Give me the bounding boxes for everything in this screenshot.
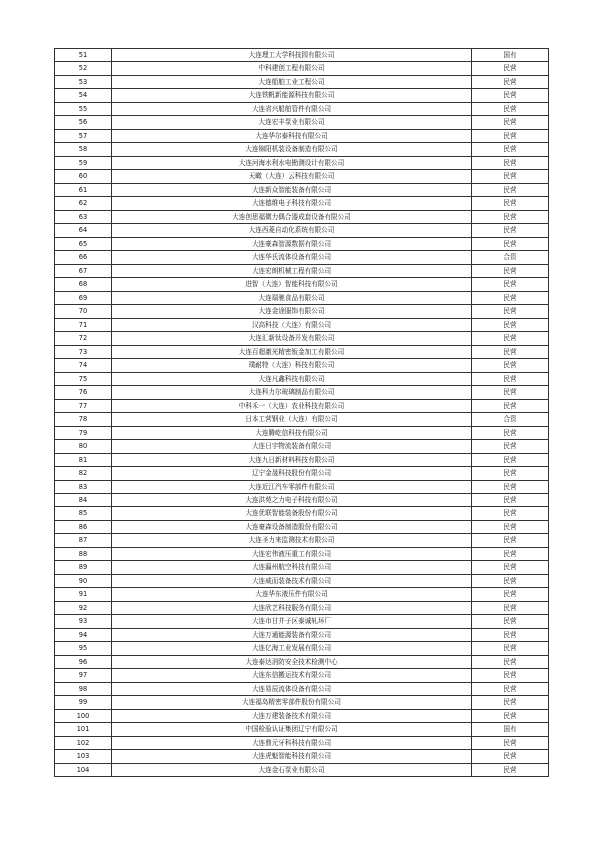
row-number-cell: 64 [55,224,112,237]
table-row [55,467,549,480]
table-row [55,669,549,682]
row-number-cell: 51 [55,49,112,62]
company-name-cell: 大连泰达消防安全技术检测中心 [112,655,472,668]
company-name-cell: 大连瀛州航空科技有限公司 [112,561,472,574]
company-name-cell: 大连华氏流体设备有限公司 [112,251,472,264]
company-name-cell: 中科建创工程有限公司 [112,62,472,75]
row-number-cell: 73 [55,345,112,358]
company-name-cell: 大连理工大学科技园有限公司 [112,49,472,62]
ownership-type-cell: 合资 [472,251,549,264]
table-row [55,399,549,412]
table-row [55,655,549,668]
company-name-cell: 大连船舶工业工程公司 [112,75,472,88]
table-row [55,642,549,655]
row-number-cell: 74 [55,359,112,372]
table-row [55,251,549,264]
company-table [54,48,549,777]
row-number-cell: 102 [55,736,112,749]
table-row [55,763,549,776]
row-number-cell: 100 [55,709,112,722]
company-name-cell: 大连华东液压件有限公司 [112,588,472,601]
table-row [55,129,549,142]
ownership-type-cell: 民营 [472,547,549,560]
ownership-type-cell: 民营 [472,291,549,304]
row-number-cell: 55 [55,102,112,115]
table-row [55,237,549,250]
row-number-cell: 75 [55,372,112,385]
row-number-cell: 66 [55,251,112,264]
ownership-type-cell: 民营 [472,480,549,493]
ownership-type-cell: 民营 [472,386,549,399]
table-row [55,547,549,560]
table-row [55,372,549,385]
company-name-cell: 天瞰（大连）云科技有限公司 [112,170,472,183]
company-name-cell: 大连宏朗机械工程有限公司 [112,264,472,277]
company-name-cell: 日本工营钢业（大连）有限公司 [112,413,472,426]
table-row [55,534,549,547]
company-name-cell: 中科禾一（大连）农业科技有限公司 [112,399,472,412]
table-row [55,305,549,318]
company-name-cell: 大连凡鑫科技有限公司 [112,372,472,385]
table-row [55,413,549,426]
row-number-cell: 94 [55,628,112,641]
table-row [55,49,549,62]
company-name-cell: 大连市甘井子区泰诚轧环厂 [112,615,472,628]
ownership-type-cell: 民营 [472,197,549,210]
ownership-type-cell: 民营 [472,372,549,385]
table-row [55,156,549,169]
ownership-type-cell: 民营 [472,318,549,331]
table-row [55,723,549,736]
ownership-type-cell: 民营 [472,561,549,574]
company-name-cell: 中国检验认证集团辽宁有限公司 [112,723,472,736]
company-name-cell: 大连日宇物流装备有限公司 [112,440,472,453]
company-name-cell: 大连东信搬运技术有限公司 [112,669,472,682]
row-number-cell: 81 [55,453,112,466]
row-number-cell: 65 [55,237,112,250]
row-number-cell: 91 [55,588,112,601]
company-name-cell: 大连宏丰泵业有限公司 [112,116,472,129]
ownership-type-cell: 民营 [472,89,549,102]
company-name-cell: 大连汇新钛设备开发有限公司 [112,332,472,345]
company-name-cell: 大连豪森智源数据有限公司 [112,237,472,250]
ownership-type-cell: 民营 [472,143,549,156]
table-row [55,143,549,156]
row-number-cell: 104 [55,763,112,776]
company-name-cell: 大连河海水利水电勘测设计有限公司 [112,156,472,169]
ownership-type-cell: 民营 [472,278,549,291]
ownership-type-cell: 民营 [472,75,549,88]
row-number-cell: 56 [55,116,112,129]
row-number-cell: 59 [55,156,112,169]
company-name-cell: 大连省兴船舶管件有限公司 [112,102,472,115]
company-name-cell: 大连圣力来监测技术有限公司 [112,534,472,547]
ownership-type-cell: 民营 [472,750,549,763]
company-name-cell: 大连虎魁智能科技有限公司 [112,750,472,763]
row-number-cell: 54 [55,89,112,102]
row-number-cell: 86 [55,520,112,533]
company-name-cell: 大连近江汽车零部件有限公司 [112,480,472,493]
company-name-cell: 大连铁帆新能源科技有限公司 [112,89,472,102]
table-row [55,75,549,88]
table-row [55,628,549,641]
company-name-cell: 大连优联智能装备股份有限公司 [112,507,472,520]
company-name-cell: 大连洪苑之力电子科技有限公司 [112,493,472,506]
ownership-type-cell: 民营 [472,467,549,480]
table-row [55,62,549,75]
table-row [55,386,549,399]
table-row [55,89,549,102]
ownership-type-cell: 合资 [472,413,549,426]
company-name-cell: 大连鼎元牙科科技有限公司 [112,736,472,749]
company-table-body [55,49,549,777]
row-number-cell: 79 [55,426,112,439]
company-name-cell: 辽宁金晟科技股份有限公司 [112,467,472,480]
row-number-cell: 85 [55,507,112,520]
table-row [55,183,549,196]
ownership-type-cell: 民营 [472,440,549,453]
row-number-cell: 96 [55,655,112,668]
table-row [55,170,549,183]
row-number-cell: 78 [55,413,112,426]
company-name-cell: 大连易辰流体设备有限公司 [112,682,472,695]
ownership-type-cell: 民营 [472,116,549,129]
ownership-type-cell: 民营 [472,696,549,709]
company-name-cell: 汉高科技（大连）有限公司 [112,318,472,331]
table-row [55,561,549,574]
ownership-type-cell: 民营 [472,62,549,75]
table-row [55,493,549,506]
ownership-type-cell: 民营 [472,156,549,169]
table-row [55,264,549,277]
table-row [55,332,549,345]
row-number-cell: 93 [55,615,112,628]
ownership-type-cell: 民营 [472,507,549,520]
ownership-type-cell: 民营 [472,426,549,439]
row-number-cell: 83 [55,480,112,493]
row-number-cell: 72 [55,332,112,345]
row-number-cell: 61 [55,183,112,196]
row-number-cell: 88 [55,547,112,560]
row-number-cell: 60 [55,170,112,183]
row-number-cell: 97 [55,669,112,682]
ownership-type-cell: 民营 [472,655,549,668]
row-number-cell: 92 [55,601,112,614]
table-row [55,102,549,115]
ownership-type-cell: 民营 [472,736,549,749]
company-name-cell: 大连九日新材料科技有限公司 [112,453,472,466]
ownership-type-cell: 国有 [472,49,549,62]
company-name-cell: 大连创思福微力偶合器成套设备有限公司 [112,210,472,223]
row-number-cell: 70 [55,305,112,318]
company-name-cell: 大连德维电子科技有限公司 [112,197,472,210]
table-row [55,682,549,695]
ownership-type-cell: 民营 [472,534,549,547]
company-name-cell: 大连威而装备技术有限公司 [112,574,472,587]
ownership-type-cell: 民营 [472,399,549,412]
table-row [55,601,549,614]
table-row [55,750,549,763]
ownership-type-cell: 民营 [472,170,549,183]
ownership-type-cell: 民营 [472,669,549,682]
row-number-cell: 67 [55,264,112,277]
row-number-cell: 52 [55,62,112,75]
row-number-cell: 69 [55,291,112,304]
row-number-cell: 82 [55,467,112,480]
company-name-cell: 大连科力尔玻璃制品有限公司 [112,386,472,399]
table-row [55,291,549,304]
row-number-cell: 57 [55,129,112,142]
table-row [55,709,549,722]
company-name-cell: 大连金石泵业有限公司 [112,763,472,776]
company-name-cell: 大连亿海工业发展有限公司 [112,642,472,655]
table-row [55,278,549,291]
ownership-type-cell: 民营 [472,305,549,318]
ownership-type-cell: 民营 [472,102,549,115]
ownership-type-cell: 民营 [472,615,549,628]
ownership-type-cell: 国有 [472,723,549,736]
ownership-type-cell: 民营 [472,574,549,587]
table-row [55,197,549,210]
row-number-cell: 71 [55,318,112,331]
ownership-type-cell: 民营 [472,520,549,533]
ownership-type-cell: 民营 [472,763,549,776]
ownership-type-cell: 民营 [472,601,549,614]
ownership-type-cell: 民营 [472,237,549,250]
row-number-cell: 84 [55,493,112,506]
ownership-type-cell: 民营 [472,345,549,358]
table-row [55,507,549,520]
row-number-cell: 76 [55,386,112,399]
row-number-cell: 80 [55,440,112,453]
ownership-type-cell: 民营 [472,588,549,601]
row-number-cell: 68 [55,278,112,291]
ownership-type-cell: 民营 [472,453,549,466]
company-name-cell: 大连腾屹信科技有限公司 [112,426,472,439]
table-row [55,426,549,439]
table-row [55,116,549,129]
table-row [55,696,549,709]
company-name-cell: 大连福岛精密零部件股份有限公司 [112,696,472,709]
table-row [55,574,549,587]
table-row [55,588,549,601]
company-name-cell: 璞耐特（大连）科技有限公司 [112,359,472,372]
ownership-type-cell: 民营 [472,332,549,345]
company-name-cell: 大连百超激光精密钣金加工有限公司 [112,345,472,358]
row-number-cell: 58 [55,143,112,156]
row-number-cell: 90 [55,574,112,587]
row-number-cell: 99 [55,696,112,709]
ownership-type-cell: 民营 [472,493,549,506]
ownership-type-cell: 民营 [472,359,549,372]
company-name-cell: 大连华尔泰科技有限公司 [112,129,472,142]
company-name-cell: 大连锦阳机装设备制造有限公司 [112,143,472,156]
ownership-type-cell: 民营 [472,183,549,196]
table-row [55,359,549,372]
table-row [55,210,549,223]
table-row [55,736,549,749]
company-name-cell: 大连万建装备技术有限公司 [112,709,472,722]
table-row [55,345,549,358]
company-name-cell: 大连西菱自动化系统有限公司 [112,224,472,237]
company-name-cell: 大连新众智能装备有限公司 [112,183,472,196]
row-number-cell: 53 [55,75,112,88]
row-number-cell: 77 [55,399,112,412]
ownership-type-cell: 民营 [472,210,549,223]
company-name-cell: 大连金途服饰有限公司 [112,305,472,318]
ownership-type-cell: 民营 [472,709,549,722]
company-name-cell: 大连宏伟液压重工有限公司 [112,547,472,560]
table-row [55,520,549,533]
row-number-cell: 63 [55,210,112,223]
row-number-cell: 101 [55,723,112,736]
row-number-cell: 87 [55,534,112,547]
ownership-type-cell: 民营 [472,642,549,655]
row-number-cell: 89 [55,561,112,574]
table-row [55,440,549,453]
company-name-cell: 大连欣艺科技服务有限公司 [112,601,472,614]
table-row [55,224,549,237]
ownership-type-cell: 民营 [472,264,549,277]
table-row [55,615,549,628]
company-name-cell: 进智（大连）智能科技有限公司 [112,278,472,291]
company-name-cell: 大连豪森设备制造股份有限公司 [112,520,472,533]
ownership-type-cell: 民营 [472,628,549,641]
row-number-cell: 98 [55,682,112,695]
ownership-type-cell: 民营 [472,682,549,695]
company-name-cell: 大连万通能源装备有限公司 [112,628,472,641]
table-row [55,480,549,493]
row-number-cell: 103 [55,750,112,763]
row-number-cell: 62 [55,197,112,210]
table-row [55,318,549,331]
company-name-cell: 大连瑞驰食品有限公司 [112,291,472,304]
table-row [55,453,549,466]
row-number-cell: 95 [55,642,112,655]
ownership-type-cell: 民营 [472,129,549,142]
ownership-type-cell: 民营 [472,224,549,237]
